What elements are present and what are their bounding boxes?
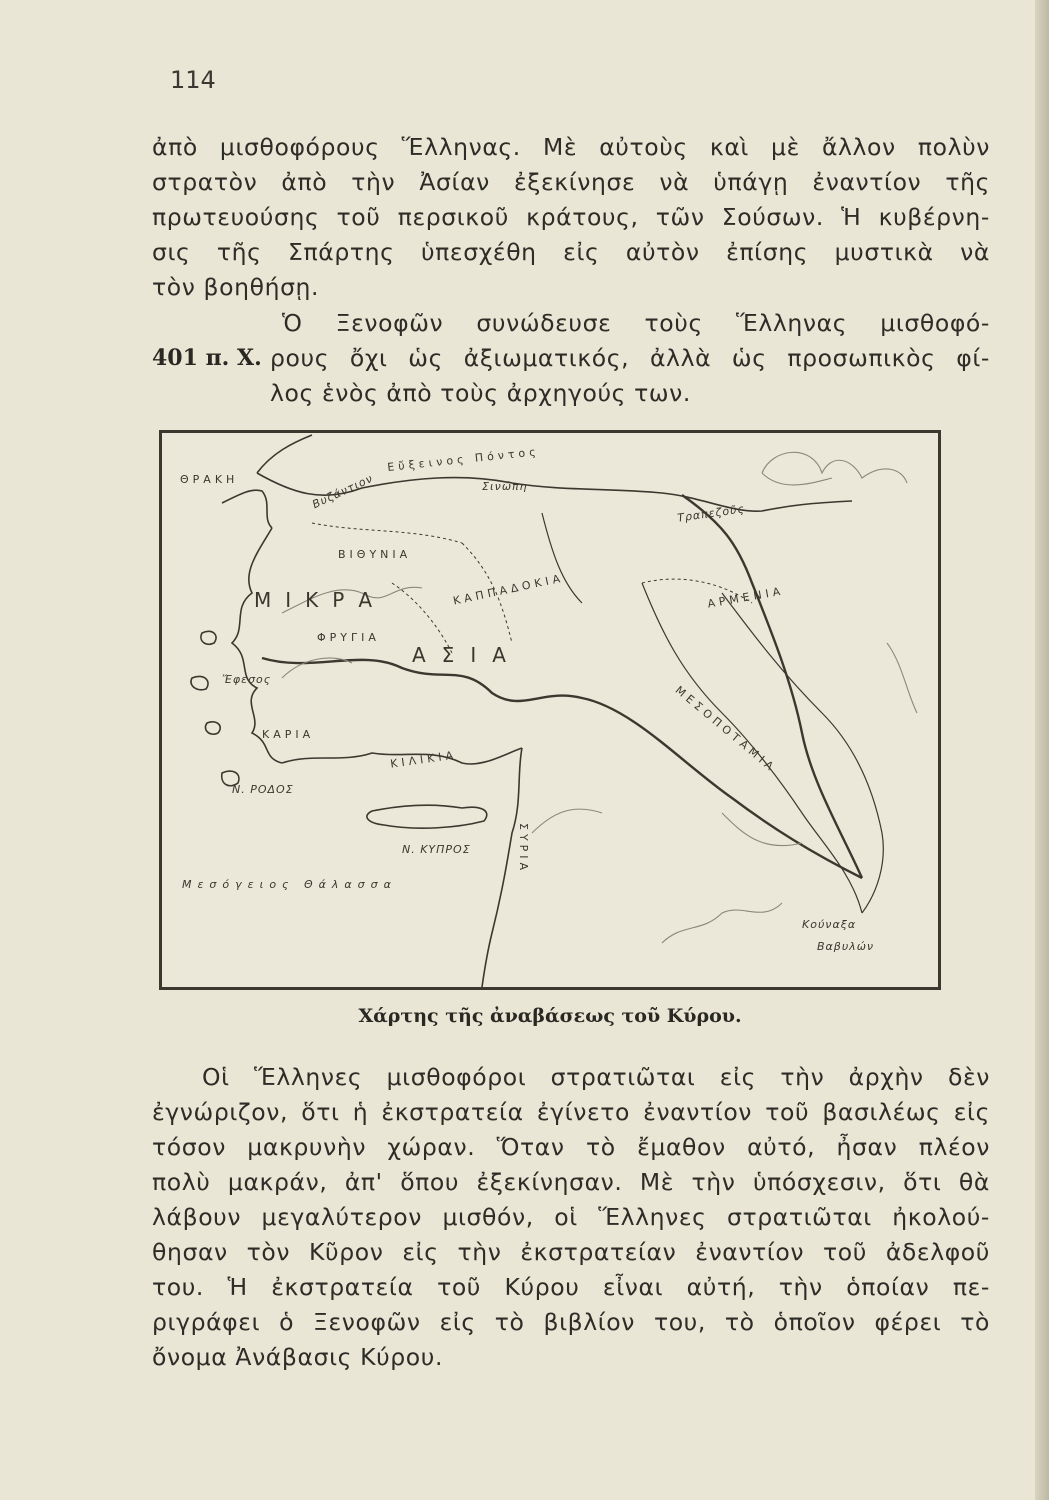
map-label-bithynia: ΒΙΘΥΝΙΑ: [338, 548, 412, 561]
text-line: πρωτευούσης τοῦ περσικοῦ κράτους, τῶν Σούσων. Ἡ κυβέρνη-: [152, 203, 990, 231]
text-line: ὄνομα Ἀνάβασις Κύρου.: [152, 1343, 444, 1371]
coastlines: [191, 435, 852, 987]
margin-date-note: 401 π. Χ.: [152, 345, 262, 371]
text-line: ἀπὸ μισθοφόρους Ἕλληνας. Μὲ αὐτοὺς καὶ μὲ ἄλλον πολὺν: [152, 133, 990, 161]
page-edge: [1035, 0, 1049, 1500]
map-label-kypros: Ν. ΚΥΠΡΟΣ: [402, 843, 471, 856]
map-label-babylon: Βαβυλών: [817, 940, 875, 953]
map-drawing: [162, 433, 938, 987]
text-line: θησαν τὸν Κῦρον εἰς τὴν ἐκστρατείαν ἐναντίον τοῦ ἀδελφοῦ: [152, 1238, 990, 1266]
text-line: ἐγνώριζον, ὅτι ἡ ἐκστρατεία ἐγίνετο ἐναντίον τοῦ βασιλέως εἰς: [152, 1098, 990, 1126]
map-label-rhodos: Ν. ΡΟΔΟΣ: [232, 783, 294, 796]
text-line: τὸν βοηθήσῃ.: [152, 273, 320, 301]
map-label-kounaxa: Κούναξα: [802, 918, 857, 931]
text-line: ρους ὄχι ὡς ἀξιωματικός, ἀλλὰ ὡς προσωπικὸς φί-: [270, 344, 990, 372]
text-line: λος ἑνὸς ἀπὸ τοὺς ἀρχηγούς των.: [270, 379, 691, 407]
map-label-asia: ΑΣΙΑ: [412, 643, 522, 667]
text-line: Ὁ Ξενοφῶν συνώδευσε τοὺς Ἕλληνας μισθοφό-: [282, 309, 990, 337]
text-line: Οἱ Ἕλληνες μισθοφόροι στρατιῶται εἰς τὴν ἀρχὴν δὲν: [202, 1063, 990, 1091]
paragraph-1: [152, 130, 990, 305]
map-label-mesopotamia: ΜΕΣΟΠΟΤΑΜΙΑ: [672, 683, 779, 776]
map-label-ephesos: Ἔφεσος: [222, 673, 272, 686]
page-number: 114: [170, 66, 216, 94]
text-line: στρατὸν ἀπὸ τὴν Ἀσίαν ἐξεκίνησε νὰ ὑπάγῃ ἐναντίον τῆς: [152, 168, 990, 196]
map-label-euxine: Εὔξεινος Πόντος: [386, 445, 541, 474]
map-label-kilikia: ΚΙΛΙΚΙΑ: [389, 748, 458, 771]
map-label-kappadokia: ΚΑΠΠΑΔΟΚΙΑ: [451, 571, 566, 608]
map-label-mesogeios: Μεσόγειος Θάλασσα: [182, 878, 397, 891]
pencil-marks: [282, 452, 917, 943]
text-line: ριγράφει ὁ Ξενοφῶν εἰς τὸ βιβλίον του, τὸ ὁποῖον φέρει τὸ: [152, 1308, 990, 1336]
map-label-mikra: ΜΙΚΡΑ: [254, 588, 387, 612]
paragraph-2: [270, 306, 990, 411]
text-line: τόσον μακρυνὴν χώραν. Ὅταν τὸ ἔμαθον αὐτό, ἦσαν πλέον: [152, 1133, 990, 1161]
anabasis-map: [159, 430, 941, 990]
map-label-phrygia: ΦΡΥΓΙΑ: [317, 631, 380, 644]
text-line: λάβουν μεγαλύτερον μισθόν, οἱ Ἕλληνες στρατιῶται ἠκολού-: [152, 1203, 990, 1231]
text-line: του. Ἡ ἐκστρατεία τοῦ Κύρου εἶναι αὐτή, τὴν ὁποίαν πε-: [152, 1273, 990, 1301]
map-caption: Χάρτης τῆς ἀναβάσεως τοῦ Κύρου.: [358, 1005, 742, 1027]
paragraph-3: [152, 1060, 990, 1375]
map-label-armenia: ΑΡΜΕΝΙΑ: [706, 584, 786, 611]
map-label-trapezous: Τραπεζοῦς: [676, 502, 746, 525]
map-label-thrace: ΘΡΑΚΗ: [180, 473, 239, 486]
map-label-byzantion: Βυζάντιον: [310, 471, 376, 512]
text-line: πολὺ μακράν, ἀπ' ὅπου ἐξεκίνησαν. Μὲ τὴν ὑπόσχεσιν, ὅτι θὰ: [152, 1168, 990, 1196]
map-label-syria: ΣΥΡΙΑ: [517, 823, 530, 875]
text-line: σις τῆς Σπάρτης ὑπεσχέθη εἰς αὐτὸν ἐπίσης μυστικὰ νὰ: [152, 238, 990, 266]
map-label-karia: ΚΑΡΙΑ: [262, 728, 315, 741]
map-label-sinope: Σινώπη: [482, 480, 528, 493]
